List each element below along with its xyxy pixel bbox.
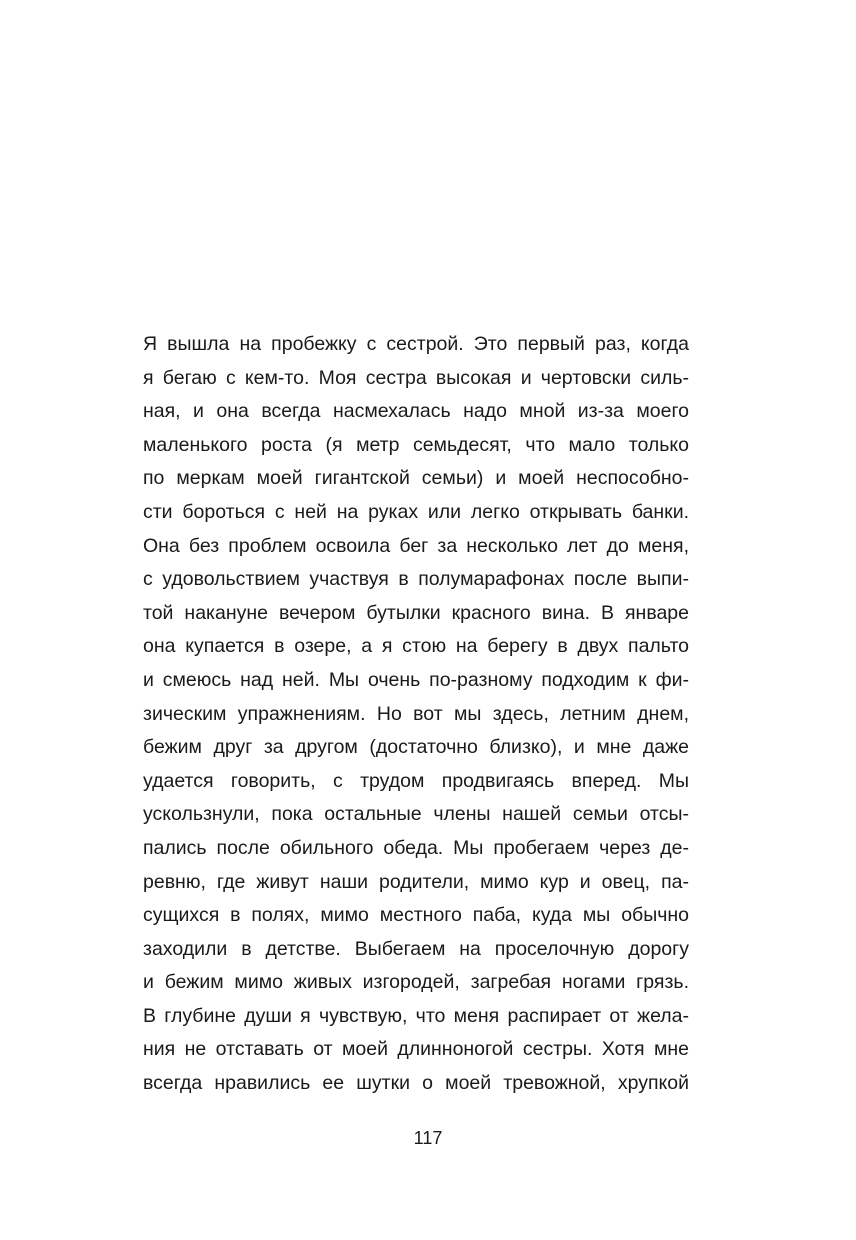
text-line: той накануне вечером бутылки красного вина. В январе: [143, 601, 689, 624]
text-line: с удовольствием участвуя в полумарафонах после выпи-: [143, 568, 689, 591]
text-line: бежим друг за другом (достаточно близко), и мне даже: [143, 736, 689, 759]
text-line: зическим упражнениям. Но вот мы здесь, летним днем,: [143, 702, 689, 725]
text-line: сти бороться с ней на руках или легко открывать банки.: [143, 500, 689, 523]
text-line: В глубине души я чувствую, что меня распирает от жела-: [143, 1004, 689, 1027]
text-line: по меркам моей гигантской семьи) и моей неспособно-: [143, 467, 689, 490]
text-line: ная, и она всегда насмехалась надо мной из-за моего: [143, 400, 689, 423]
text-line: всегда нравились ее шутки о моей тревожной, хрупкой: [143, 1072, 689, 1095]
text-line: я бегаю с кем-то. Моя сестра высокая и чертовски силь-: [143, 366, 689, 389]
text-line: она купается в озере, а я стою на берегу в двух пальто: [143, 635, 689, 658]
text-line: маленького роста (я метр семьдесят, что мало только: [143, 433, 689, 456]
text-line: пались после обильного обеда. Мы пробегаем через де-: [143, 836, 689, 859]
page-number: 117: [413, 1128, 443, 1148]
text-line: удается говорить, с трудом продвигаясь вперед. Мы: [143, 769, 689, 792]
body-text: [143, 328, 689, 1101]
text-line: Она без проблем освоила бег за несколько лет до меня,: [143, 534, 689, 557]
text-line: ния не отставать от моей длинноногой сестры. Хотя мне: [143, 1038, 689, 1061]
text-line: сущихся в полях, мимо местного паба, куда мы обычно: [143, 904, 689, 927]
text-line: ревню, где живут наши родители, мимо кур и овец, па-: [143, 870, 689, 893]
text-line: и смеюсь над ней. Мы очень по-разному подходим к фи-: [143, 668, 689, 691]
text-line: ускользнули, пока остальные члены нашей семьи отсы-: [143, 803, 689, 826]
text-line: и бежим мимо живых изгородей, загребая ногами грязь.: [143, 971, 689, 994]
text-line: Я вышла на пробежку с сестрой. Это первый раз, когда: [143, 333, 689, 355]
text-line: заходили в детстве. Выбегаем на проселочную дорогу: [143, 937, 689, 960]
